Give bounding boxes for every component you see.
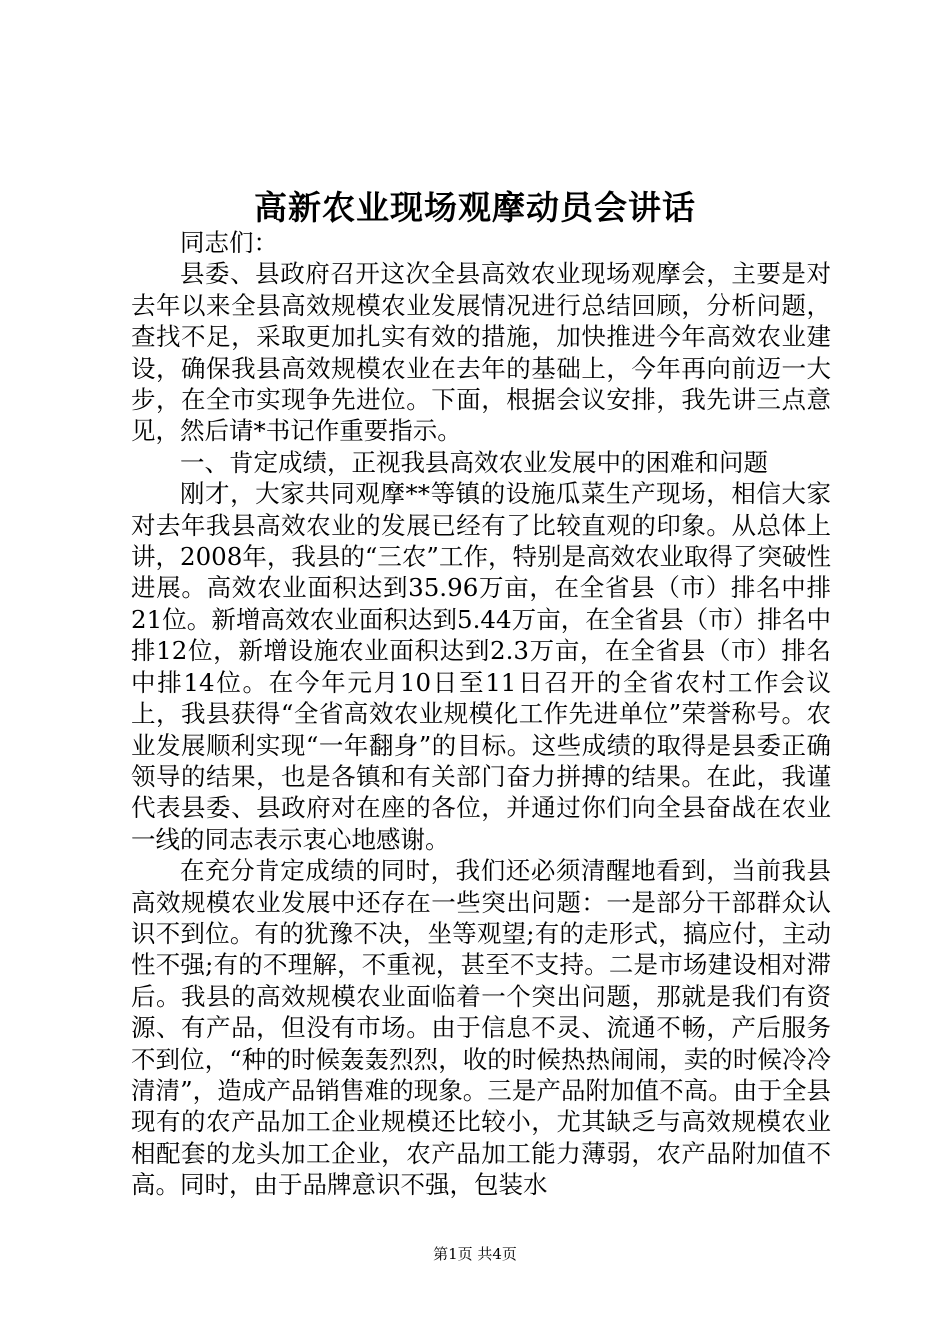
achievements-paragraph: 刚才，大家共同观摩**等镇的设施瓜菜生产现场，相信大家对去年我县高效农业的发展已经有了比较直观的印象。从总体上讲，2008年，我县的“三农”工作，特别是高效农业取得了突破性进展。高效农业面积达到35.96万亩，在全省县（市）排名中排21位。新增高效农业面积达到5.44万亩，在全省县（市）排名中排12位，新增设施农业面积达到2.3万亩，在全省县（市）排名中排14位。在今年元月10日至11日召开的全省农村工作会议上，我县获得“全省高效农业规模化工作先进单位”荣誉称号。农业发展顺利实现“一年翻身”的目标。这些成绩的取得是县委正确领导的结果，也是各镇和有关部门奋力拼搏的结果。在此，我谨代表县委、县政府对在座的各位，并通过你们向全县奋战在农业一线的同志表示衷心地感谢。	[131, 479, 831, 854]
section-heading: 一、肯定成绩，正视我县高效农业发展中的困难和问题	[180, 447, 768, 477]
page-number-footer: 第1页 共4页	[433, 1245, 517, 1263]
problems-paragraph: 在充分肯定成绩的同时，我们还必须清醒地看到，当前我县高效规模农业发展中还存在一些突出问题：一是部分干部群众认识不到位。有的犹豫不决，坐等观望;有的走形式，搞应付，主动性不强;有的不理解，不重视，甚至不支持。二是市场建设相对滞后。我县的高效规模农业面临着一个突出问题，那就是我们有资源、有产品，但没有市场。由于信息不灵、流通不畅，产后服务不到位，“种的时候轰轰烈烈，收的时候热热闹闹，卖的时候冷冷清清”，造成产品销售难的现象。三是产品附加值不高。由于全县现有的农产品加工企业规模还比较小，尤其缺乏与高效规模农业相配套的龙头加工企业，农产品加工能力薄弱，农产品附加值不高。同时，由于品牌意识不强，包装水	[131, 856, 831, 1200]
intro-paragraph: 县委、县政府召开这次全县高效农业现场观摩会，主要是对去年以来全县高效规模农业发展情况进行总结回顾，分析问题，查找不足，采取更加扎实有效的措施，加快推进今年高效农业建设，确保我县高效规模农业在去年的基础上，今年再向前迈一大步，在全市实现争先进位。下面，根据会议安排，我先讲三点意见，然后请*书记作重要指示。	[131, 259, 831, 446]
salutation-paragraph: 同志们：	[180, 228, 278, 257]
document-body	[131, 227, 831, 1201]
document-title: 高新农业现场观摩动员会讲话	[254, 188, 696, 227]
